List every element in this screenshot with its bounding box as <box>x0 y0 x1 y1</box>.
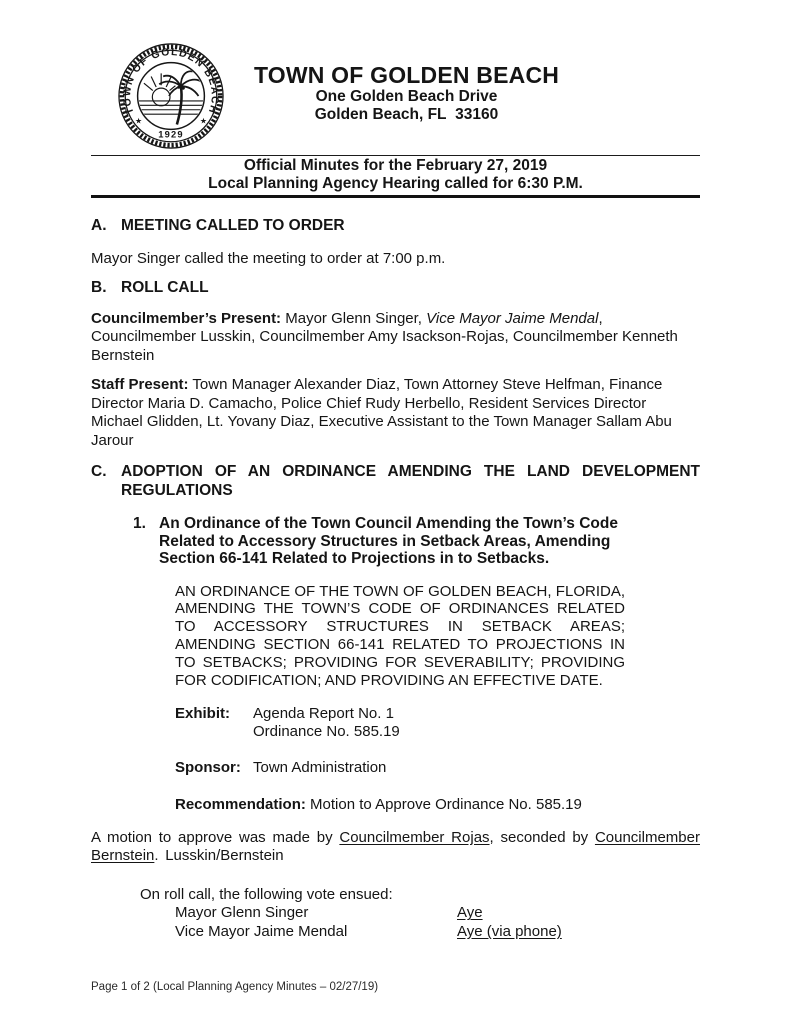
item-1-number: 1. <box>133 515 146 532</box>
exhibit-label: Exhibit: <box>175 704 230 722</box>
motion-text-2: , seconded by <box>489 828 595 846</box>
seal-star-left-icon: ★ <box>135 116 143 126</box>
section-a-heading <box>91 217 700 235</box>
motion-text-1: A motion to approve was made by <box>91 828 340 846</box>
page-footer: Page 1 of 2 (Local Planning Agency Minutes – 02/27/19) <box>91 981 379 993</box>
vote-row <box>140 904 700 923</box>
section-a-label: A. <box>91 217 107 234</box>
staff-names: Town Manager Alexander Diaz, Town Attorney Steve Helfman, Finance Director Maria D. Camacho, Police Chief Rudy Herbello, Resident Services Director Michael Glidden, Lt. Yovany Diaz, Executive Assistant to the Town Manager Sallam Abu Jarour <box>91 376 672 449</box>
letterhead-title-block <box>0 62 791 124</box>
vote-value: Aye <box>457 904 483 922</box>
sponsor-label: Sponsor: <box>175 758 241 776</box>
call-to-order-text: Mayor Singer called the meeting to order at 7:00 p.m. <box>91 250 446 267</box>
section-a-title: MEETING CALLED TO ORDER <box>121 217 345 234</box>
sponsor-row <box>175 759 700 778</box>
letterhead <box>0 0 791 155</box>
motion-mover: Councilmember Rojas <box>339 828 490 846</box>
seal-ring-text: TOWN OF GOLDEN BEACH <box>121 46 220 116</box>
present-names-2: , Councilmember Lusskin, Councilmember Amy Isackson-Rojas, Councilmember Kenneth Bernstein <box>91 309 678 364</box>
ordinance-text: AN ORDINANCE OF THE TOWN OF GOLDEN BEACH, FLORIDA, AMENDING THE TOWN’S CODE OF ORDINANCES RELATED TO ACCESSORY STRUCTURES IN SETBACK AREAS; AMENDING SECTION 66-141 RELATED TO PROJECTIONS IN TO SETBACKS; PROVIDING FOR SEVERABILITY; PROVIDING FOR CODIFICATION; AND PROVIDING AN EFFECTIVE DATE. <box>175 582 625 690</box>
motion-text-3: . Lusskin/Bernstein <box>154 847 284 865</box>
motion-seconder: Councilmember Bernstein <box>91 828 700 865</box>
recommendation-value: Motion to Approve Ordinance No. 585.19 <box>305 796 582 814</box>
roll-call-intro: On roll call, the following vote ensued: <box>140 885 393 903</box>
minutes-banner-line-2: Local Planning Agency Hearing called for 6:30 P.M. <box>208 175 583 192</box>
minutes-banner-line-1: Official Minutes for the February 27, 2019 <box>243 157 548 174</box>
roll-call-block <box>140 886 700 942</box>
recommendation-row <box>175 796 700 815</box>
exhibit-line-2: Ordinance No. 585.19 <box>253 723 400 741</box>
present-label: Councilmember’s Present: <box>91 309 282 327</box>
section-c-title: ADOPTION OF AN ORDINANCE AMENDING THE LAND DEVELOPMENT REGULATIONS <box>121 463 700 499</box>
present-names-1: Mayor Glenn Singer, <box>281 309 427 327</box>
present-vice-mayor-italic: Vice Mayor Jaime Mendal <box>426 309 599 327</box>
section-b-label: B. <box>91 278 107 296</box>
vote-name: Vice Mayor Jaime Mendal <box>175 922 348 940</box>
item-1-title-text: An Ordinance of the Town Council Amending the Town’s Code Related to Accessory Structures in Setback Areas, Amending Section 66-141 Related to Projections in to Setbacks. <box>159 515 618 567</box>
exhibit-row <box>175 705 700 742</box>
vote-value: Aye (via phone) <box>457 922 562 940</box>
address-line-2: Golden Beach, FL 33160 <box>314 106 499 123</box>
seal-star-right-icon: ★ <box>199 116 207 126</box>
staff-present-paragraph <box>91 376 700 450</box>
vote-row <box>140 923 700 942</box>
section-b-title: ROLL CALL <box>121 278 209 296</box>
seal-year: 1929 <box>158 129 184 140</box>
councilmembers-present-paragraph <box>91 310 700 366</box>
minutes-banner <box>91 155 700 198</box>
recommendation-label: Recommendation: <box>175 796 306 814</box>
town-name: TOWN OF GOLDEN BEACH <box>253 62 560 88</box>
staff-label: Staff Present: <box>91 376 189 393</box>
vote-name: Mayor Glenn Singer <box>175 904 309 922</box>
minutes-body <box>91 217 700 941</box>
exhibit-values <box>253 705 400 742</box>
exhibit-line-1: Agenda Report No. 1 <box>253 704 394 722</box>
section-b-heading <box>91 279 700 297</box>
section-c-heading <box>91 463 700 500</box>
section-c-label: C. <box>91 463 107 480</box>
sponsor-value: Town Administration <box>253 758 387 776</box>
item-1-title <box>133 515 645 568</box>
address-line-1: One Golden Beach Drive <box>315 88 498 105</box>
motion-paragraph <box>91 829 700 866</box>
